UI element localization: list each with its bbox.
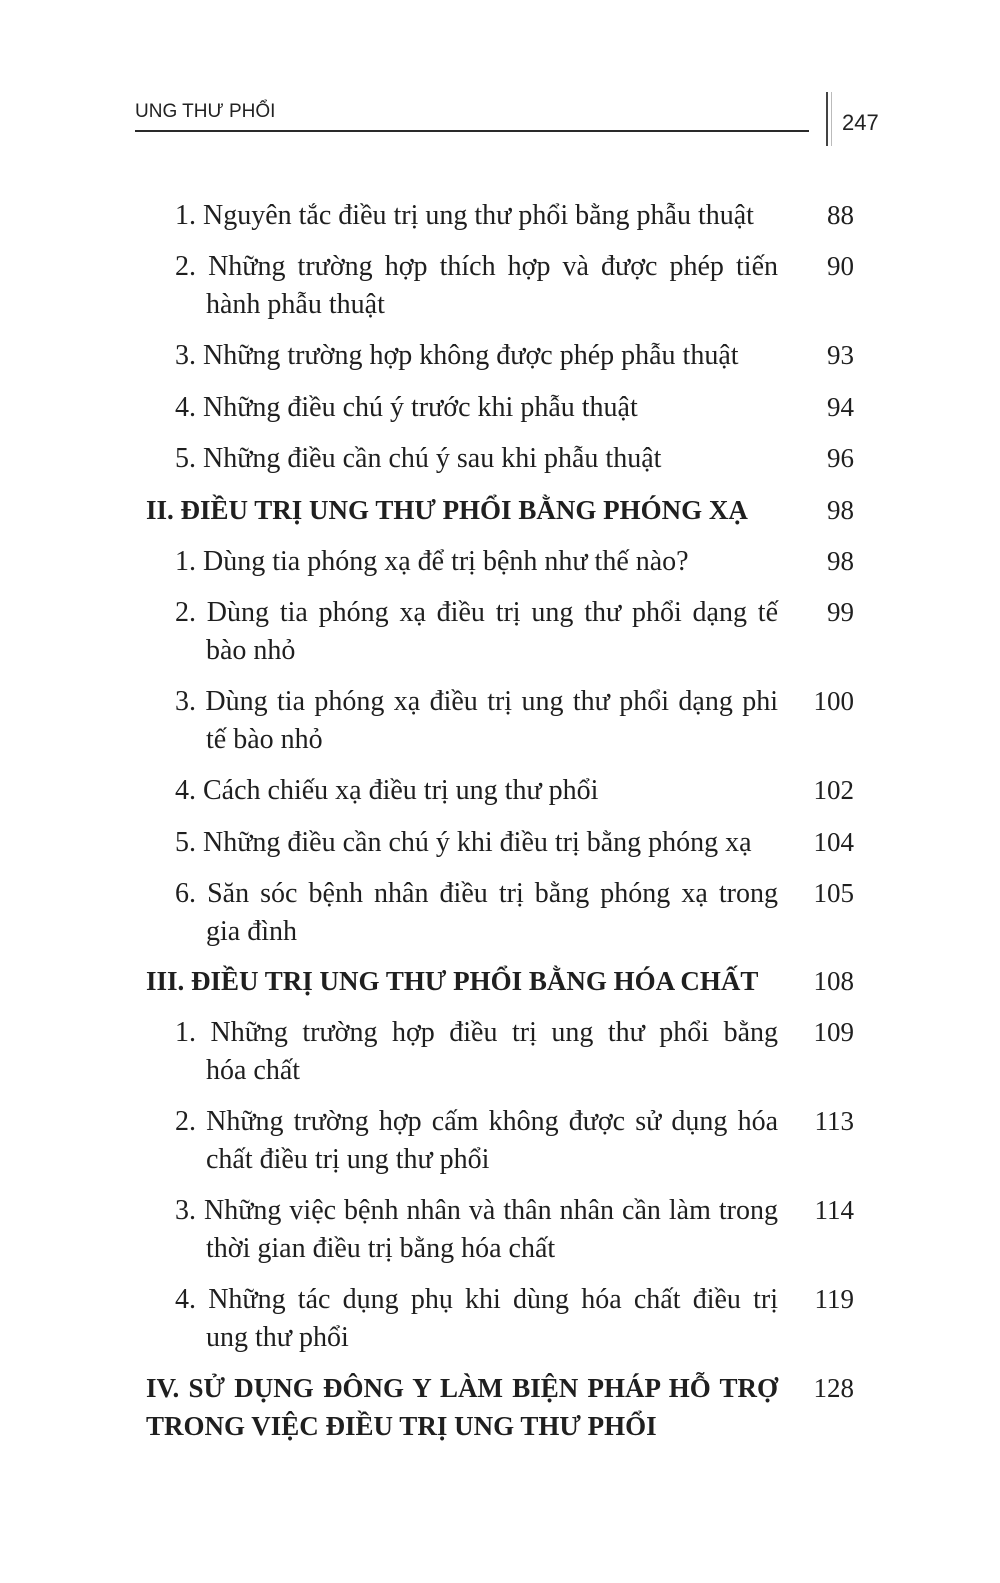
toc-entry-page: 109 <box>813 1017 854 1047</box>
toc-entry-text: 2. Dùng tia phóng xạ điều trị ung thư phổi dạng tế <box>175 597 778 628</box>
toc-entry-page: 100 <box>813 686 854 716</box>
toc-entry-text: 3. Những việc bệnh nhân và thân nhân cần làm trong <box>175 1195 778 1226</box>
toc-entry-text-continued: gia đình <box>206 916 297 947</box>
toc-entry-page: 108 <box>813 966 854 996</box>
toc-entry-text-continued: tế bào nhỏ <box>206 724 323 755</box>
toc-entry-page: 88 <box>827 200 854 230</box>
toc-entry-text: 5. Những điều cần chú ý sau khi phẫu thuật <box>175 443 662 474</box>
toc-entry-page: 119 <box>814 1284 854 1314</box>
toc-entry-text: 1. Dùng tia phóng xạ để trị bệnh như thế nào? <box>175 546 689 577</box>
toc-entry-page: 90 <box>827 251 854 281</box>
toc-section-heading: IV. SỬ DỤNG ĐÔNG Y LÀM BIỆN PHÁP HỖ TRỢ <box>146 1373 778 1403</box>
toc-section-heading-continued: TRONG VIỆC ĐIỀU TRỊ UNG THƯ PHỔI <box>146 1411 657 1441</box>
toc-entry-page: 105 <box>813 878 854 908</box>
toc-entry-text-continued: chất điều trị ung thư phổi <box>206 1144 490 1175</box>
toc-entry-page: 128 <box>813 1373 854 1403</box>
page-number: 247 <box>842 110 879 135</box>
header-divider-bar <box>826 92 828 146</box>
toc-entry-text-continued: thời gian điều trị bằng hóa chất <box>206 1233 556 1264</box>
toc-entry-page: 102 <box>813 775 854 805</box>
toc-entry-text: 4. Cách chiếu xạ điều trị ung thư phổi <box>175 775 599 806</box>
toc-entry-page: 114 <box>814 1195 854 1225</box>
toc-entry-page: 113 <box>814 1106 854 1136</box>
toc-entry-page: 93 <box>827 340 854 370</box>
toc-entry-page: 96 <box>827 443 854 473</box>
running-header-title: UNG THƯ PHỔI <box>135 101 276 122</box>
toc-entry-page: 99 <box>827 597 854 627</box>
toc-entry-page: 98 <box>827 546 854 576</box>
toc-entry-text: 4. Những điều chú ý trước khi phẫu thuật <box>175 392 638 423</box>
toc-entry-page: 98 <box>827 495 854 525</box>
toc-section-heading: III. ĐIỀU TRỊ UNG THƯ PHỔI BẰNG HÓA CHẤT <box>146 966 759 996</box>
toc-entry-page: 104 <box>813 827 854 857</box>
toc-entry-text: 1. Nguyên tắc điều trị ung thư phổi bằng phẫu thuật <box>175 200 754 231</box>
toc-entry-text: 4. Những tác dụng phụ khi dùng hóa chất điều trị <box>175 1284 778 1315</box>
toc-entry-text-continued: hành phẫu thuật <box>206 289 385 320</box>
toc-entry-text-continued: bào nhỏ <box>206 635 296 666</box>
toc-entry-text: 2. Những trường hợp thích hợp và được phép tiến <box>175 251 778 282</box>
toc-entry-text: 3. Dùng tia phóng xạ điều trị ung thư phổi dạng phi <box>175 686 778 717</box>
toc-entry-text: 5. Những điều cần chú ý khi điều trị bằng phóng xạ <box>175 827 752 858</box>
toc-entry-text: 3. Những trường hợp không được phép phẫu thuật <box>175 340 739 371</box>
toc-entry-page: 94 <box>827 392 854 422</box>
toc-entry-text: 6. Săn sóc bệnh nhân điều trị bằng phóng xạ trong <box>175 878 778 909</box>
toc-entry-text-continued: ung thư phổi <box>206 1322 349 1353</box>
header-divider-bar-light <box>831 92 832 146</box>
toc-entry-text-continued: hóa chất <box>206 1055 301 1086</box>
toc-entry-text: 2. Những trường hợp cấm không được sử dụng hóa <box>175 1106 778 1137</box>
toc-section-heading: II. ĐIỀU TRỊ UNG THƯ PHỔI BẰNG PHÓNG XẠ <box>146 495 748 525</box>
header-rule <box>135 130 809 132</box>
toc-entry-text: 1. Những trường hợp điều trị ung thư phổi bằng <box>175 1017 778 1048</box>
